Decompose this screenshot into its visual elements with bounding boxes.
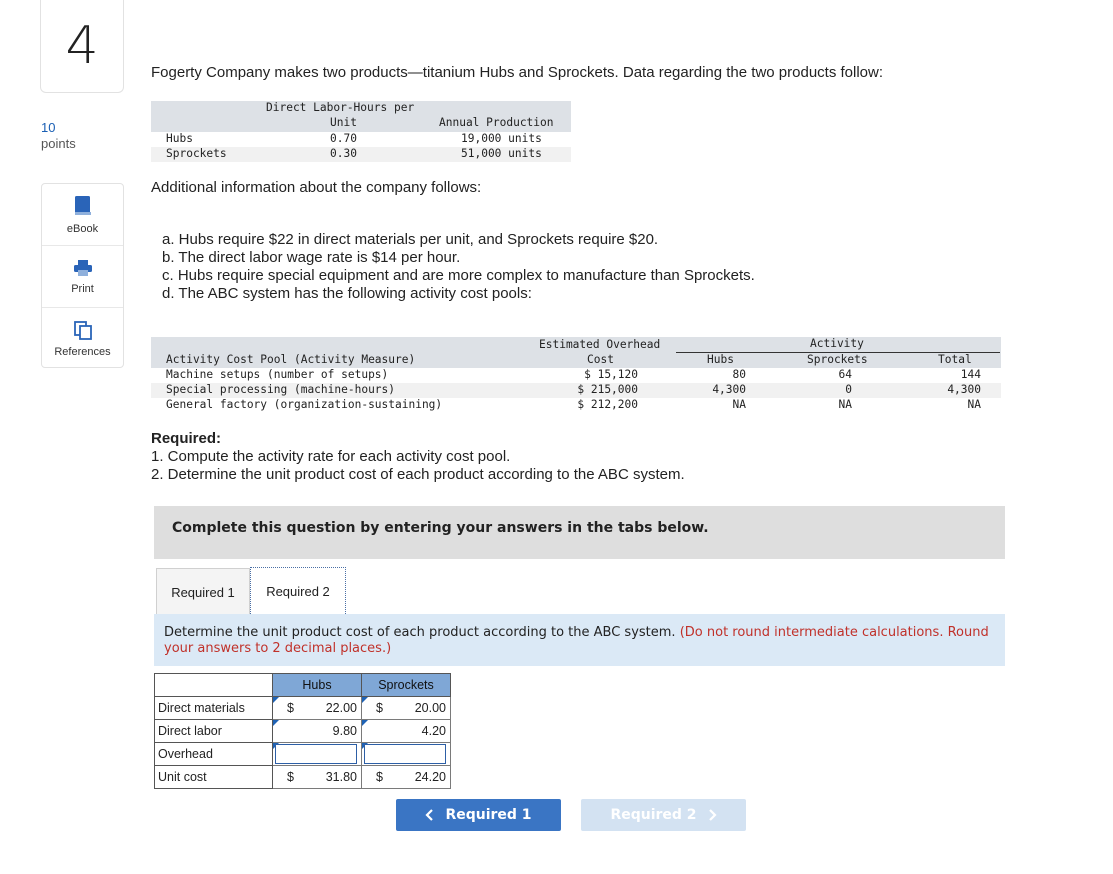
answer-table: [154, 673, 451, 789]
required-item: 1. Compute the activity rate for each activity cost pool.: [151, 448, 511, 465]
activity-sprockets: 0: [845, 383, 852, 396]
labor-header-annual: Annual Production: [439, 116, 554, 129]
info-list: [162, 231, 755, 303]
currency-symbol: $: [287, 701, 294, 715]
col-header-hubs: Hubs: [273, 674, 362, 697]
labor-row-dlh: 0.30: [330, 147, 357, 160]
currency-symbol: $: [287, 770, 294, 784]
labor-row-annual: 19,000 units: [461, 132, 542, 145]
sprockets-direct-labor: 4.20: [421, 724, 446, 738]
ebook-label: eBook: [66, 222, 99, 235]
activity-hubs: 4,300: [712, 383, 746, 396]
points-value: 10: [41, 120, 56, 135]
labor-header-dlh: Direct Labor-Hours per: [266, 101, 415, 114]
references-label: References: [54, 345, 111, 358]
info-item: c. Hubs require special equipment and are more complex to manufacture than Sprockets.: [162, 267, 755, 284]
chevron-left-icon: [425, 809, 435, 821]
activity-header-pool: Activity Cost Pool (Activity Measure): [166, 353, 416, 366]
sprockets-direct-materials: 20.00: [414, 701, 446, 715]
instruction-text: Determine the unit product cost of each product according to the ABC system.: [164, 625, 676, 640]
activity-header-hubs: Hubs: [707, 353, 734, 366]
currency-symbol: $: [376, 770, 383, 784]
activity-sprockets: NA: [838, 398, 852, 411]
table-row: [155, 720, 451, 743]
required-title: Required:: [151, 430, 222, 447]
activity-cost: $ 15,120: [584, 368, 638, 381]
sprockets-overhead-cell[interactable]: [362, 743, 451, 766]
activity-pool: Special processing (machine-hours): [166, 383, 396, 396]
row-label: Direct labor: [155, 720, 273, 743]
activity-header-sprockets: Sprockets: [807, 353, 868, 366]
activity-sprockets: 64: [838, 368, 852, 381]
labor-table: [151, 101, 571, 161]
instruction-note: (Do not round intermediate calculations. Round your answers to 2 decimal places.): [164, 625, 989, 656]
hubs-unit-cost-cell: [273, 766, 362, 789]
references-button[interactable]: [42, 308, 123, 369]
hubs-overhead-input[interactable]: [275, 744, 357, 764]
hubs-overhead-cell[interactable]: [273, 743, 362, 766]
labor-header-unit: Unit: [330, 116, 357, 129]
next-button: [581, 799, 746, 831]
tab-instruction: [154, 614, 1005, 666]
info-item: d. The ABC system has the following activity cost pools:: [162, 285, 532, 302]
printer-icon: [73, 259, 93, 277]
activity-pool: General factory (organization-sustaining): [166, 398, 443, 411]
previous-button[interactable]: [396, 799, 561, 831]
references-icon: [73, 320, 93, 340]
chevron-right-icon: [707, 809, 717, 821]
activity-total: 4,300: [947, 383, 981, 396]
hubs-direct-labor: 9.80: [332, 724, 357, 738]
activity-table: [151, 337, 1001, 415]
labor-row-dlh: 0.70: [330, 132, 357, 145]
row-label: Unit cost: [155, 766, 273, 789]
tab-required-1[interactable]: Required 1: [156, 568, 250, 615]
activity-cost: $ 215,000: [577, 383, 638, 396]
table-row: [155, 697, 451, 720]
sprockets-direct-materials-cell[interactable]: [362, 697, 451, 720]
labor-row-annual: 51,000 units: [461, 147, 542, 160]
banner-text: Complete this question by entering your answers in the tabs below.: [172, 520, 709, 536]
sprockets-unit-cost-cell: [362, 766, 451, 789]
info-item: a. Hubs require $22 in direct materials per unit, and Sprockets require $20.: [162, 231, 659, 248]
sprockets-overhead-input[interactable]: [364, 744, 446, 764]
table-row: [155, 766, 451, 789]
activity-hubs: NA: [732, 398, 746, 411]
points-label: points: [41, 136, 76, 151]
activity-header-cost2: Cost: [587, 353, 614, 366]
hubs-direct-materials-cell[interactable]: [273, 697, 362, 720]
activity-total: NA: [967, 398, 981, 411]
activity-header-cost: Estimated Overhead: [539, 338, 661, 351]
activity-hubs: 80: [732, 368, 746, 381]
hubs-direct-materials: 22.00: [325, 701, 357, 715]
ebook-button[interactable]: [42, 184, 123, 246]
activity-header-activity: Activity: [810, 337, 864, 350]
additional-info: Additional information about the company follows:: [151, 179, 482, 196]
next-button-label: Required 2: [610, 807, 697, 823]
tools-panel: [41, 183, 124, 368]
activity-total: 144: [960, 368, 981, 381]
activity-header-total: Total: [938, 353, 972, 366]
hubs-direct-labor-cell[interactable]: [273, 720, 362, 743]
print-button[interactable]: [42, 246, 123, 308]
question-intro: Fogerty Company makes two products—titanium Hubs and Sprockets. Data regarding the two products follow:: [151, 64, 884, 81]
previous-button-label: Required 1: [445, 807, 532, 823]
labor-row-product: Hubs: [166, 132, 193, 145]
table-row: [155, 743, 451, 766]
row-label: Direct materials: [155, 697, 273, 720]
tab-required-2[interactable]: Required 2: [250, 567, 346, 616]
sprockets-unit-cost: 24.20: [414, 770, 446, 784]
hubs-unit-cost: 31.80: [325, 770, 357, 784]
labor-row-product: Sprockets: [166, 147, 227, 160]
print-label: Print: [71, 282, 94, 295]
instructions-banner: [154, 506, 1005, 559]
points-indicator: [41, 120, 76, 152]
book-icon: [73, 195, 93, 217]
question-number: 4: [40, 0, 124, 93]
required-item: 2. Determine the unit product cost of each product according to the ABC system.: [151, 466, 685, 483]
activity-pool: Machine setups (number of setups): [166, 368, 389, 381]
sprockets-direct-labor-cell[interactable]: [362, 720, 451, 743]
info-item: b. The direct labor wage rate is $14 per hour.: [162, 249, 461, 266]
col-header-sprockets: Sprockets: [362, 674, 451, 697]
required-section: [151, 430, 685, 484]
currency-symbol: $: [376, 701, 383, 715]
activity-cost: $ 212,200: [577, 398, 638, 411]
row-label: Overhead: [155, 743, 273, 766]
